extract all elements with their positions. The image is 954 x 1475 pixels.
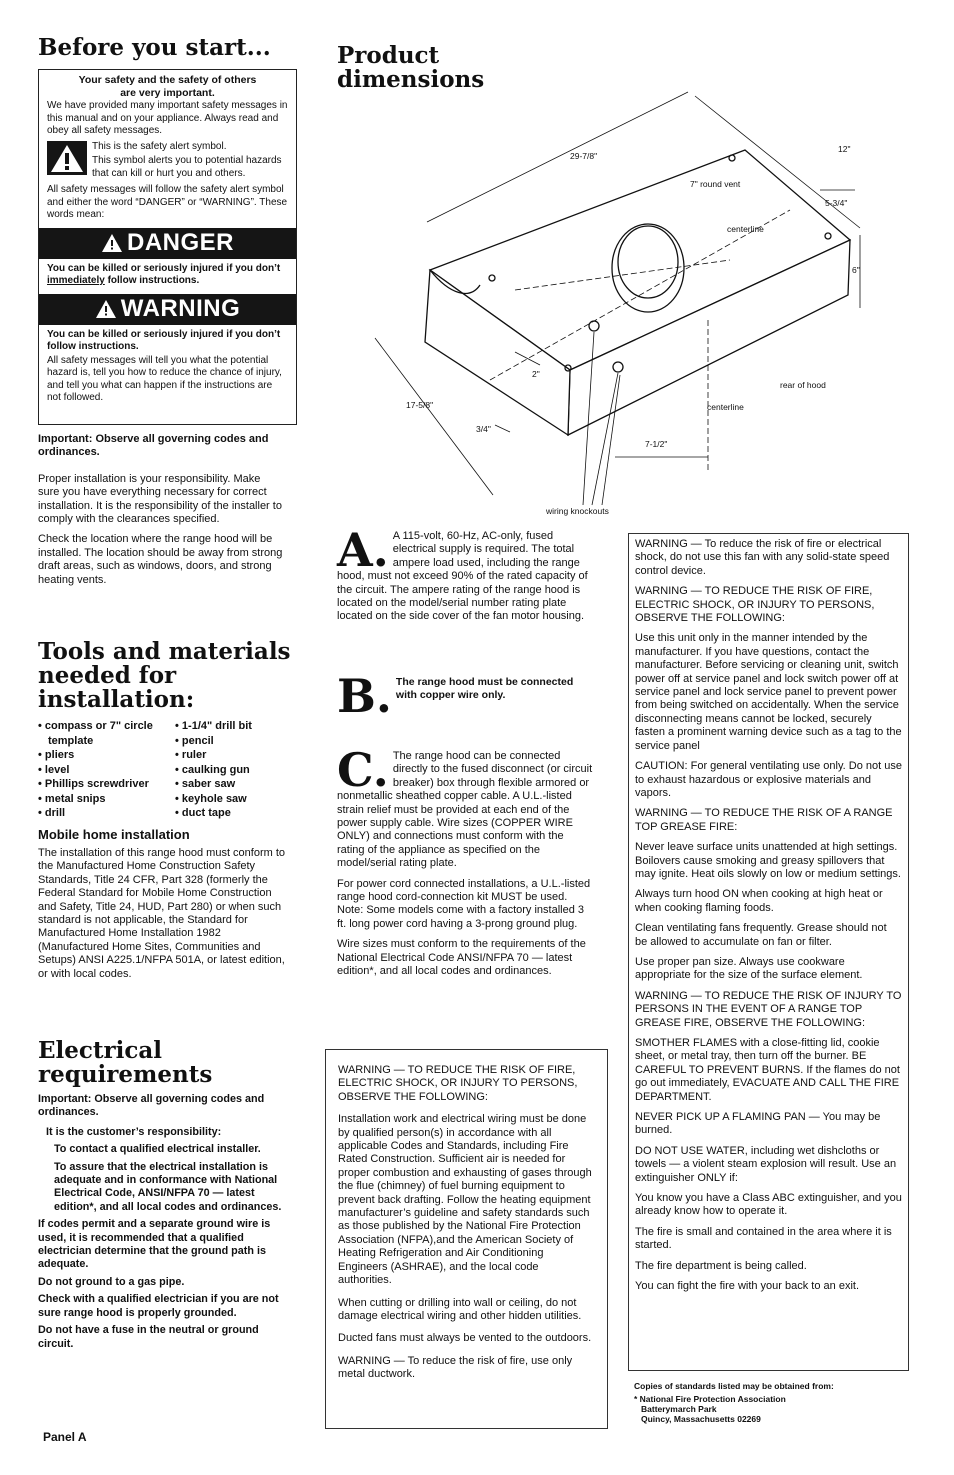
electrical-responsibility: It is the customer’s responsibility: [46, 1125, 222, 1138]
mobile-home-text: The installation of this range hood must conform to the Manufactured Home Construction Safety Standards, Title 24 CFR, Part 328 (formerly the Federal Standard for Mobile Home Construction and Safety, Title 24, HUD, Part 280) or when such standard is not applicable, the Standard for Manufactured Home Installation 1982 (Manufactured Home Sites, Communities and Setups) ANSI A225.1/NFPA 501A, or latest edition, or with local codes. [38, 847, 286, 980]
label-7-1-2: 7-1/2" [645, 439, 668, 449]
list-item: • metal snips [38, 792, 168, 807]
electrical-title: Electrical requirements [38, 1037, 213, 1088]
before-p2: Check the location where the range hood will be installed. The location should be away from strong draft areas, such as windows, doors, and strong heating vents. [38, 533, 283, 586]
safety-heading-1: Your safety and the safety of others [78, 74, 257, 86]
warning-box-fire: WARNING — To reduce the risk of fire or electrical shock, do not use this fan with any solid-state speed control device. WARNING — TO REDUCE THE RISK OF FIRE, ELECTRIC SHOCK, OR INJURY TO PERSONS, OBSERVE THE FOLLOWING: Use this unit only in the manner intended by the manufacturer. If you have questions, contact the manufacturer. Before servicing or cleaning unit, switch power off at service panel and lock switch power off at service panel and lock service panel to prevent power from being switched on accidentally. When the service disconnecting means cannot be locked, securely fasten a prominent warning device such as a tag to the service panel CAUTION: For general ventilating use only. Do not use to exhaust hazardous or explosive materials and vapors. WARNING — TO REDUCE THE RISK OF A RANGE TOP GREASE FIRE: Never leave surface units unattended at high settings. Boilovers cause smoking and greasy spillovers that may ignite. Heat oils slowly on low or medium settings. Always turn hood ON when cooking at high heat or when cooking flaming foods. Clean ventilating fans frequently. Grease should not be allowed to accumulate on fan or filter. Use proper pan size. Always use cookware appropriate for the size of the surface element. WARNING — TO REDUCE THE RISK OF INJURY TO PERSONS IN THE EVENT OF A RANGE TOP GREASE FIRE, OBSERVE THE FOLLOWING: SMOTHER FLAMES with a close-fitting lid, cookie sheet, or metal tray, then turn off the burner. BE CAREFUL TO PREVENT BURNS. If the flames do not go out immediately, EVACUATE AND CALL THE FIRE DEPARTMENT. NEVER PICK UP A FLAMING PAN — You may be burned. DO NOT USE WATER, including wet dishcloths or towels — a violent steam explosion will result. Use an extinguisher ONLY if: You know you have a Class ABC extinguisher, and you already know how to operate it. The fire is small and contained in the area where it is started. The fire department is being called. You can fight the fire with your back to an exit. [628, 533, 909, 1371]
list-item: • drill [38, 806, 168, 821]
potential-hazard-text: All safety messages will tell you what the potential hazard is, tell you how to reduce the chance of injury, and tell you what can happen if the instructions are not followed. [47, 354, 282, 403]
list-item: • caulking gun [175, 763, 285, 778]
safety-alert-icon [47, 141, 87, 175]
label-centerline-top: centerline [727, 224, 764, 234]
safety-intro: We have provided many important safety messages in this manual and on your appliance. Always read and obey all safety messages. [47, 100, 288, 136]
safety-heading-2: are very important. [120, 86, 215, 99]
list-item: • 1-1/4" drill bit [175, 719, 285, 734]
section-c-p3: Wire sizes must conform to the requirements of the National Electrical Code ANSI/NFPA 70 — latest edition*, and all local codes and ordinances. [337, 938, 586, 978]
alert-hazard-text: This symbol alerts you to potential hazards that can kill or hurt you and others. [92, 155, 282, 179]
before-title: Before you start... [38, 34, 271, 61]
label-wiring-knockouts: wiring knockouts [546, 506, 609, 516]
section-c-p2: For power cord connected installations, a U.L.-listed range hood cord-connection kit MUST be used. Note: Some models come with a factory installed 3 ft. long power cord having a 3-prong ground plug. [337, 877, 591, 930]
label-6: 6" [852, 265, 860, 275]
electrical-ground: If codes permit and a separate ground wire is used, it is recommended that a qualified electrician determine that the ground path is adequate. [38, 1218, 271, 1271]
electrical-important: Important: Observe all governing codes and ordinances. [38, 1093, 265, 1119]
list-item: • compass or 7" circle template [38, 719, 158, 748]
letter-b: B. [337, 669, 392, 723]
label-width: 29-7/8" [570, 151, 598, 161]
letter-a: A. [337, 523, 389, 577]
label-centerline-bottom: centerline [707, 402, 744, 412]
safety-box [38, 69, 297, 425]
panel-label: Panel A [43, 1430, 87, 1444]
label-vent: 7" round vent [690, 179, 741, 189]
tools-list-col2 [175, 719, 285, 821]
label-2: 2" [532, 369, 540, 379]
section-b: B. The range hood must be connected with copper wire only. [337, 669, 574, 723]
electrical-check: Check with a qualified electrician if you are not sure range hood is properly grounded. [38, 1293, 279, 1319]
footnote: Copies of standards listed may be obtained from: * National Fire Protection Association Batterymarch Park Quincy, Massachusetts 02269 [634, 1381, 834, 1424]
before-important: Important: Observe all governing codes and ordinances. [38, 433, 269, 459]
list-item: • level [38, 763, 168, 778]
label-3-4: 3/4" [476, 424, 491, 434]
label-17-5-8: 17-5/8" [406, 400, 434, 410]
tools-title: Tools and materials needed for installation: [38, 638, 291, 713]
danger-label: DANGER [126, 229, 234, 256]
label-5-3-4: 5-3/4" [825, 198, 848, 208]
list-item: • keyhole saw [175, 792, 285, 807]
signal-words-text: All safety messages will follow the safety alert symbol and either the word “DANGER” or “WARNING”. These words mean: [47, 184, 288, 220]
section-a: A. A 115-volt, 60-Hz, AC-only, fused electrical supply is required. The total ampere load used, including the range hood, must not exceed 90% of the rated capacity of the circuit. The ampere rating of the range hood is located on the model/serial number rating plate located on the side cover of the fan motor housing. [337, 523, 588, 623]
electrical-fuse: Do not have a fuse in the neutral or ground circuit. [38, 1324, 259, 1350]
warning-text: You can be killed or seriously injured if you don’t follow instructions. [47, 328, 281, 352]
list-item: • pliers [38, 748, 168, 763]
warning-box-ductwork: WARNING — TO REDUCE THE RISK OF FIRE, ELECTRIC SHOCK, OR INJURY TO PERSONS, OBSERVE THE FOLLOWING: Installation work and electrical wiring must be done by qualified person(s) in accordance with all applicable Codes and Standards, including Fire Rated Construction. Sufficient air is needed for proper combustion and exhausting of gases through the flue (chimney) of fuel burning equipment to prevent back drafting. Follow the heating equipment manufacturer’s guideline and safety standards such as those published by the National Fire Protection Association (NFPA),and the American Society of Heating Refrigeration and Air Conditioning Engineers (ASHRAE), and the local code authorities. When cutting or drilling into wall or ceiling, do not damage electrical wiring and other hidden utilities. Ducted fans must always be vented to the outdoors. WARNING — To reduce the risk of fire, use only metal ductwork. [325, 1049, 608, 1429]
tools-list-col1 [38, 719, 168, 821]
before-p1: Proper installation is your responsibility. Make sure you have everything necessary for correct installation. It is the responsibility of the installer to comply with the clearances specified. [38, 472, 282, 526]
list-item: • Phillips screwdriver [38, 777, 168, 792]
hood-dimension-diagram [330, 80, 890, 520]
label-depth-12: 12" [838, 144, 851, 154]
label-rear-of-hood: rear of hood [780, 380, 826, 390]
dimensions-title: Product dimensions [337, 42, 485, 93]
warning-label: WARNING [120, 295, 241, 322]
list-item: • ruler [175, 748, 285, 763]
electrical-gas: Do not ground to a gas pipe. [38, 1275, 185, 1288]
section-c: C. The range hood can be connected directly to the fused disconnect (or circuit breaker) box through flexible armored or nonmetallic sheathed copper cable. A U.L.-listed strain relief must be provided at each end of the power supply cable. Wire sizes (COPPER WIRE ONLY) and connections must conform with the rating of the appliance as specified on the model/serial rating plate. [337, 743, 593, 870]
warning-alert-icon [95, 299, 117, 319]
danger-alert-icon [101, 233, 123, 253]
list-item: • pencil [175, 734, 285, 749]
danger-text: You can be killed or seriously injured if you don’t immediately follow instructions. [47, 262, 281, 286]
warning-bar [39, 294, 296, 325]
danger-bar [39, 228, 296, 259]
alert-symbol-text: This is the safety alert symbol. [92, 140, 227, 152]
mobile-home-heading: Mobile home installation [38, 827, 190, 842]
letter-c: C. [337, 743, 389, 797]
electrical-item-1: To contact a qualified electrical installer. [54, 1143, 261, 1156]
electrical-item-2: To assure that the electrical installation is adequate and in conformance with National Electrical Code, ANSI/NFPA 70 — latest edition*, and all local codes and ordinances. [54, 1160, 282, 1213]
list-item: • duct tape [175, 806, 285, 821]
list-item: • saber saw [175, 777, 285, 792]
